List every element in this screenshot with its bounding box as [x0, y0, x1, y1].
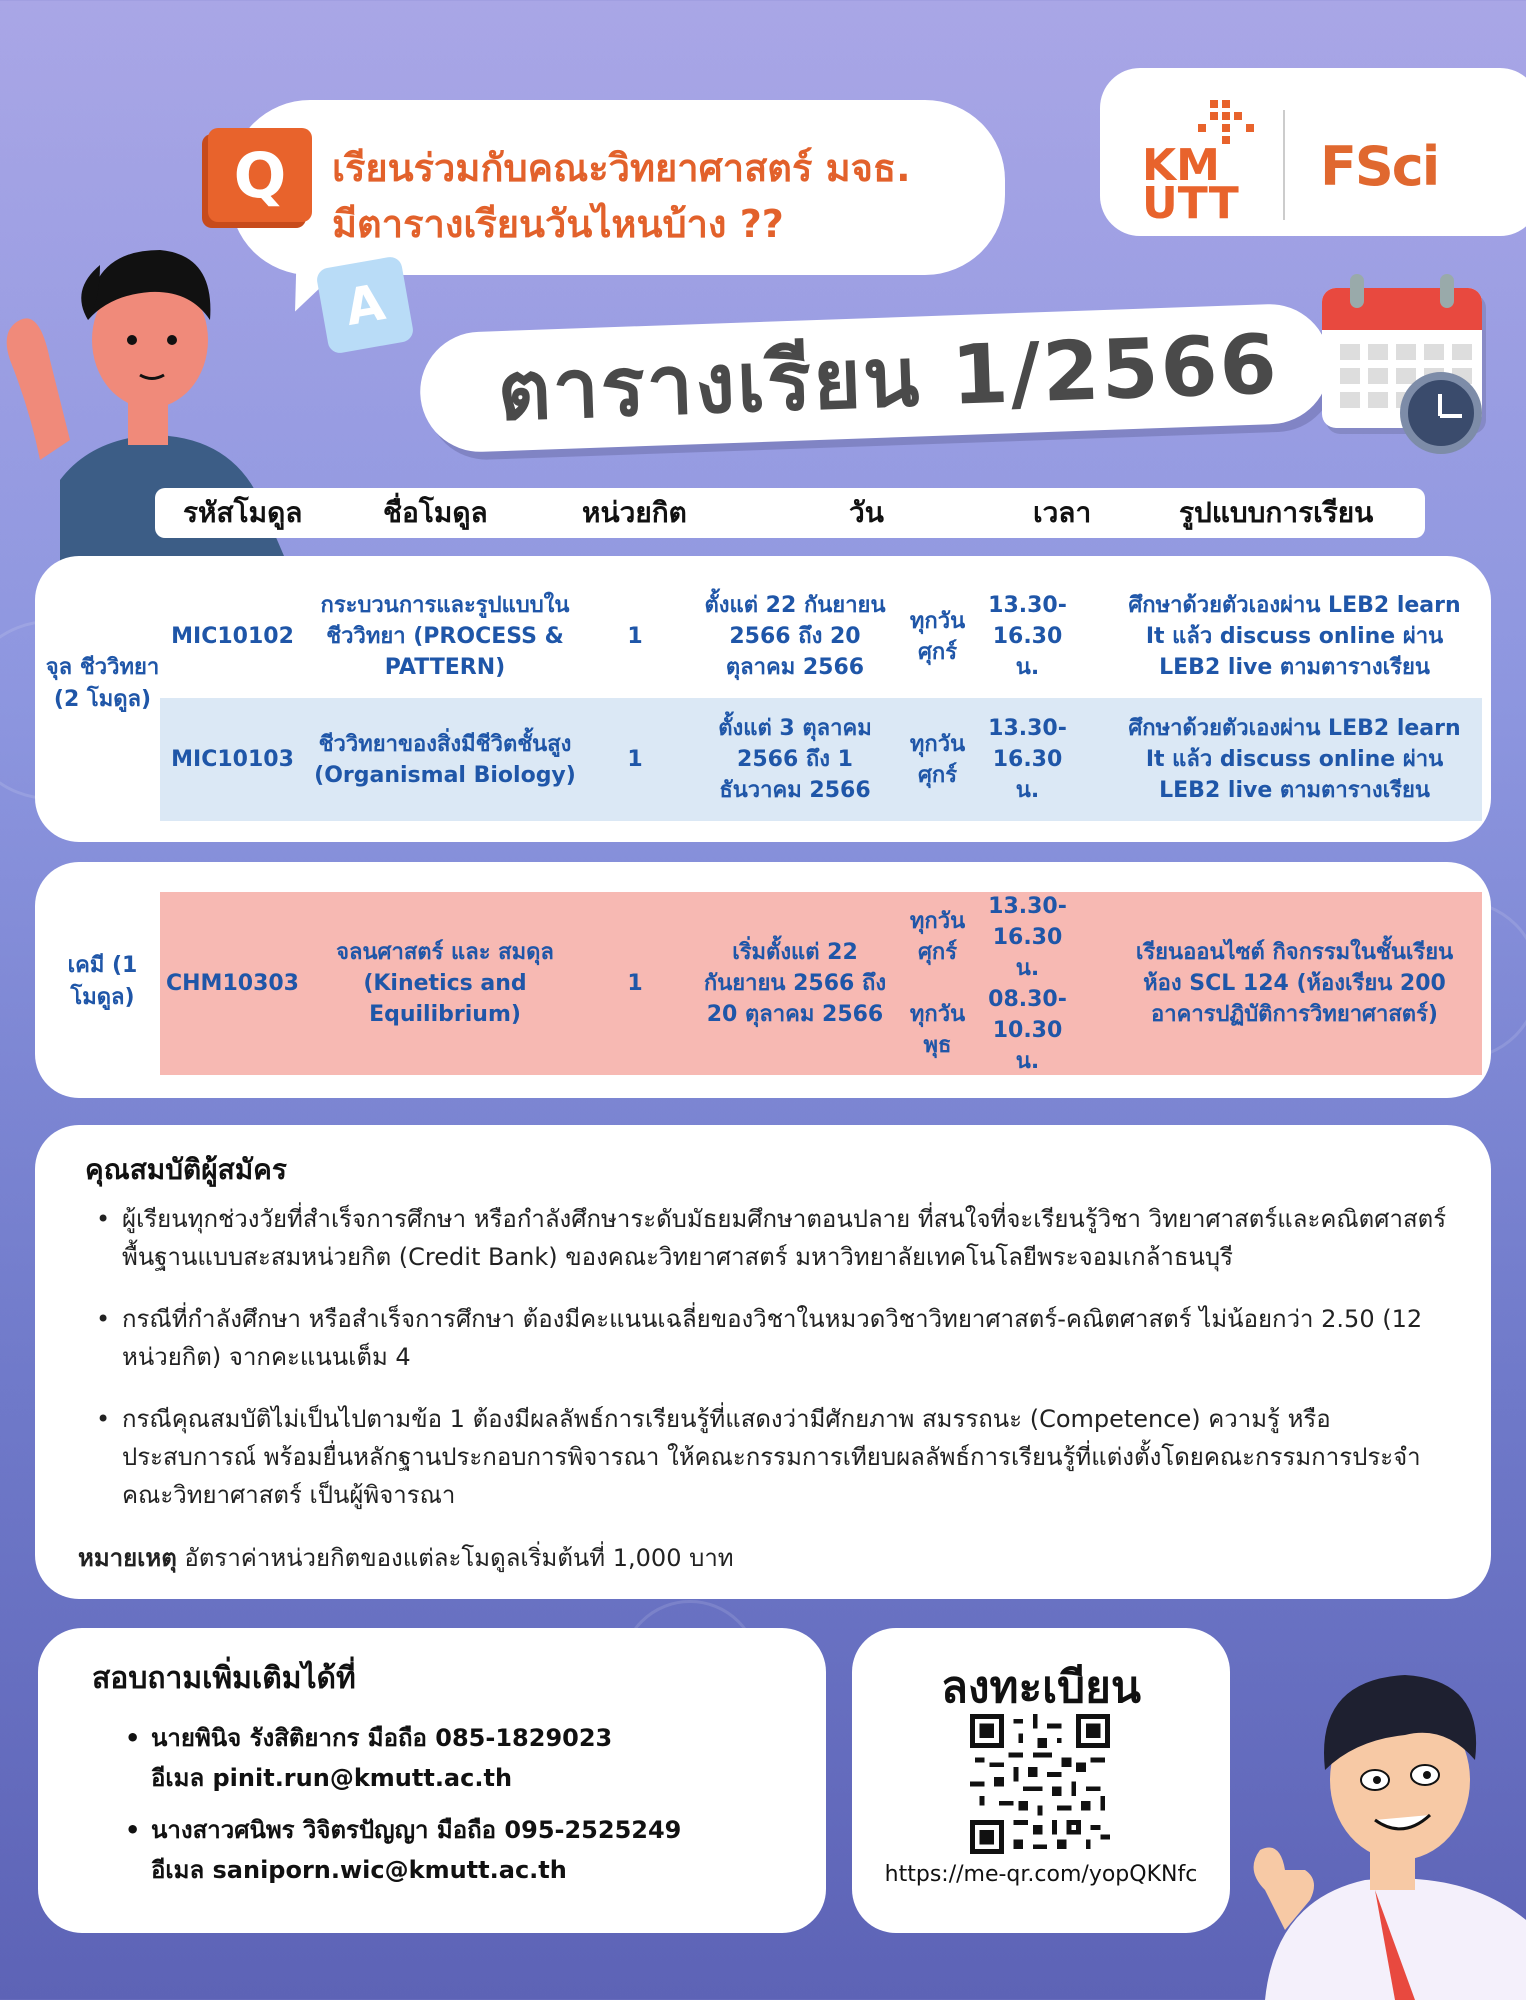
module-format: ศึกษาด้วยตัวเองผ่าน LEB2 learn It แล้ว discuss online ผ่าน LEB2 live ตามตารางเรียน — [1128, 716, 1461, 803]
table-row — [160, 575, 1480, 698]
module-weekday: ทุกวัน พุธ — [909, 1002, 966, 1058]
header-format: รูปแบบการเรียน — [1179, 496, 1374, 529]
table-row — [160, 698, 1482, 821]
module-code: MIC10102 — [171, 624, 294, 649]
header-code: รหัสโมดูล — [183, 496, 303, 529]
note-text: อัตราค่าหน่วยกิตของแต่ละโมดูลเริ่มต้นที่ 1,000 บาท — [176, 1544, 734, 1572]
module-date: เริ่มตั้งแต่ 22 กันยายน 2566 ถึง 20 ตุลาคม 2566 — [703, 940, 887, 1027]
svg-text:KM: KM — [1142, 140, 1220, 191]
module-format: ศึกษาด้วยตัวเองผ่าน LEB2 learn It แล้ว discuss online ผ่าน LEB2 live ตามตารางเรียน — [1128, 593, 1461, 680]
contact-email[interactable]: อีเมล pinit.run@kmutt.ac.th — [151, 1764, 513, 1792]
list-item: • กรณีที่กำลังศึกษา หรือสำเร็จการศึกษา ต้องมีคะแนนเฉลี่ยของวิชาในหมวดวิชาวิทยาศาสตร์-คณิตศาสตร์ ไม่น้อยกว่า 2.50 (12 หน่วยกิต) จากคะแนนเต็ม 4 — [100, 1300, 1460, 1376]
module-credit: 1 — [627, 971, 643, 996]
contact-item — [125, 1810, 681, 1890]
question-text — [332, 140, 1012, 252]
table-header — [155, 488, 1425, 538]
clock-icon — [1400, 372, 1482, 454]
module-time: 13.30- 16.30 น. — [988, 893, 1067, 981]
question-line-2: มีตารางเรียนวันไหนบ้าง ?? — [332, 202, 784, 246]
group-label-chemistry: เคมี (1 โมดูล) — [67, 953, 138, 1010]
module-weekday: ทุกวัน ศุกร์ — [909, 909, 966, 965]
contact-item — [125, 1718, 681, 1798]
note-label: หมายเหตุ — [78, 1544, 177, 1572]
contact-list — [125, 1718, 681, 1902]
fee-note — [78, 1538, 734, 1577]
module-credit: 1 — [627, 624, 643, 649]
group-label-microbiology: จุล ชีววิทยา (2 โมดูล) — [45, 655, 160, 712]
header-credit: หน่วยกิต — [582, 496, 687, 529]
kmutt-logo — [1140, 100, 1270, 220]
header-name: ชื่อโมดูล — [383, 496, 488, 529]
q-badge: Q — [208, 128, 312, 222]
contact-email[interactable]: อีเมล saniporn.wic@kmutt.ac.th — [151, 1856, 567, 1884]
man-thumbs-up-illustration — [1225, 1640, 1526, 2000]
module-name: จลนศาสตร์ และ สมดุล (Kinetics and Equilibrium) — [336, 940, 554, 1027]
fsci-logo: FSci — [1320, 135, 1439, 198]
question-line-1: เรียนร่วมกับคณะวิทยาศาสตร์ มจธ. — [332, 146, 911, 190]
module-name: กระบวนการและรูปแบบในชีววิทยา (PROCESS & PATTERN) — [320, 593, 570, 680]
module-date: ตั้งแต่ 3 ตุลาคม 2566 ถึง 1 ธันวาคม 2566 — [718, 716, 872, 803]
contact-name-phone: • นางสาวศนิพร วิจิตรปัญญา มือถือ 095-2525249 — [151, 1816, 682, 1844]
header-time: เวลา — [1033, 496, 1092, 529]
logo-divider — [1283, 110, 1285, 220]
page-title: ตารางเรียน 1/2566 — [495, 317, 1281, 440]
qr-code[interactable] — [970, 1714, 1110, 1854]
module-credit: 1 — [627, 747, 643, 772]
module-weekday: ทุกวัน ศุกร์ — [909, 608, 966, 665]
module-code: CHM10303 — [166, 971, 299, 996]
contact-name-phone: • นายพินิจ รังสิติยากร มือถือ 085-1829023 — [151, 1724, 613, 1752]
module-format: เรียนออนไซต์ กิจกรรมในชั้นเรียน ห้อง SCL 124 (ห้องเรียน 200 อาคารปฏิบัติการวิทยาศาสตร์) — [1135, 940, 1454, 1027]
qualifications-list — [100, 1200, 1460, 1538]
module-time: 08.30- 10.30 น. — [988, 986, 1067, 1074]
table-row — [160, 892, 1482, 1075]
list-item: • กรณีคุณสมบัติไม่เป็นไปตามข้อ 1 ต้องมีผลลัพธ์การเรียนรู้ที่แสดงว่ามีศักยภาพ สมรรถนะ (Competence) ความรู้ หรือประสบการณ์ พร้อมยื่นหลักฐานประกอบการพิจารณา ให้คณะกรรมการเทียบผลลัพธ์การเรียนรู้ที่แต่งตั้งโดยคณะกรรมการประจำคณะวิทยาศาสตร์ เป็นผู้พิจารณา — [100, 1400, 1460, 1514]
register-title: ลงทะเบียน — [941, 1662, 1141, 1713]
module-time: 13.30- 16.30 น. — [988, 716, 1067, 803]
register-url[interactable]: https://me-qr.com/yopQKNfc — [884, 1862, 1198, 1887]
contact-title: สอบถามเพิ่มเติมได้ที่ — [92, 1661, 356, 1696]
module-weekday: ทุกวัน ศุกร์ — [909, 731, 966, 788]
module-name: ชีววิทยาของสิ่งมีชีวิตชั้นสูง (Organismal Biology) — [314, 731, 576, 788]
a-badge: A — [315, 255, 415, 355]
svg-text:UTT: UTT — [1142, 178, 1239, 220]
module-time: 13.30- 16.30 น. — [988, 593, 1067, 680]
list-item: • ผู้เรียนทุกช่วงวัยที่สำเร็จการศึกษา หรือกำลังศึกษาระดับมัธยมศึกษาตอนปลาย ที่สนใจที่จะเรียนรู้วิชา วิทยาศาสตร์และคณิตศาสตร์พื้นฐานแบบสะสมหน่วยกิต (Credit Bank) ของคณะวิทยาศาสตร์ มหาวิทยาลัยเทคโนโลยีพระจอมเกล้าธนบุรี — [100, 1200, 1460, 1276]
module-date: ตั้งแต่ 22 กันยายน 2566 ถึง 20 ตุลาคม 2566 — [704, 593, 886, 680]
module-code: MIC10103 — [171, 747, 294, 772]
qualifications-title: คุณสมบัติผู้สมัคร — [85, 1153, 287, 1186]
header-day: วัน — [849, 496, 884, 529]
